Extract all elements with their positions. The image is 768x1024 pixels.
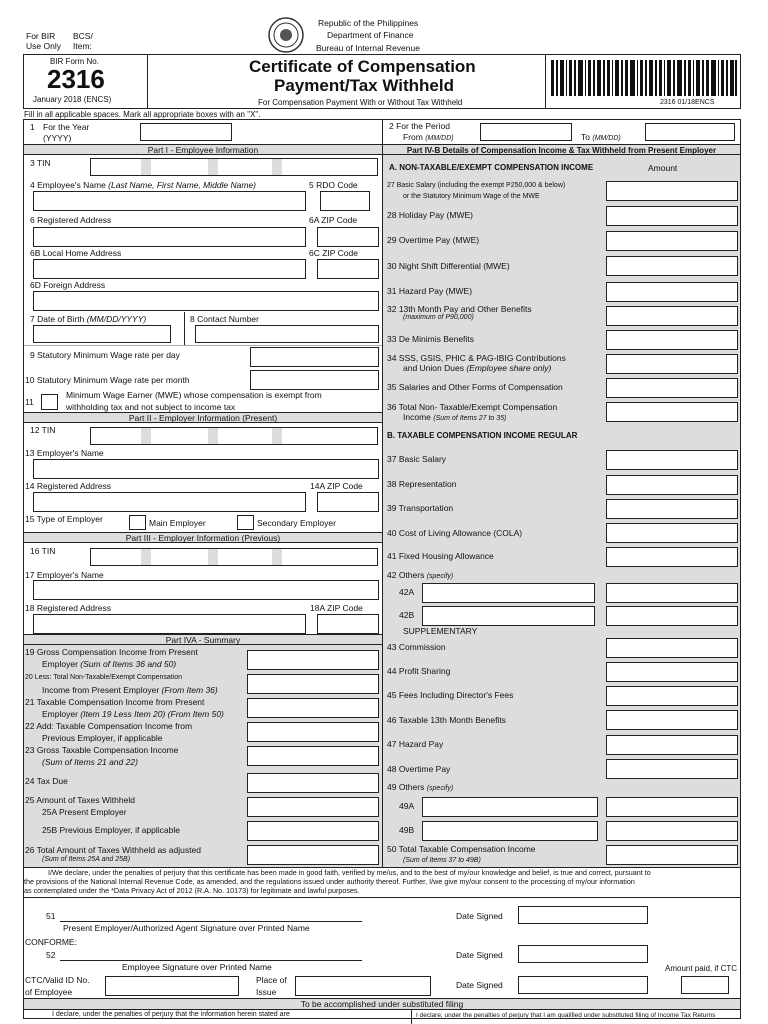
item-2-label: 2 For the Period (389, 121, 450, 131)
item-33-label: 33 De Minimis Benefits (387, 334, 474, 344)
item-4-label: 4 Employee's Name (Last Name, First Name, Middle Name) (30, 180, 257, 190)
item-35-input[interactable] (606, 378, 738, 398)
item-42a-input[interactable] (606, 583, 738, 603)
item-6a-label: 6A ZIP Code (309, 215, 358, 225)
item-33-input[interactable] (606, 330, 738, 350)
item-11-num: 11 (25, 397, 34, 407)
item-42a-label: 42A (399, 587, 415, 597)
item-38-label: 38 Representation (387, 479, 457, 489)
item-22-sub: Previous Employer, if applicable (42, 733, 163, 743)
substituted-right-text: I declare, under the penalties of perjury that I am qualified under substituted filing of Income Tax Returns (416, 1012, 716, 1019)
republic-text: Republic of the Philippines (318, 18, 419, 28)
form-no-label: BIR Form No. (50, 57, 99, 66)
local-home-address-input[interactable] (33, 259, 306, 279)
item-39-input[interactable] (606, 499, 738, 519)
date-signed-51-label: Date Signed (456, 911, 503, 921)
min-wage-month-input[interactable] (250, 370, 379, 390)
item-29-input[interactable] (606, 231, 738, 251)
item-36-input[interactable] (606, 402, 738, 422)
item-27-sub: or the Statutory Minimum Wage of the MWE (403, 193, 540, 200)
min-wage-day-input[interactable] (250, 347, 379, 367)
item-22-input[interactable] (247, 722, 379, 742)
item-7-label: 7 Date of Birth (MM/DD/YYYY) (30, 314, 147, 324)
item-42a-spec-input[interactable] (422, 583, 595, 603)
prev-employer-tin-input[interactable] (90, 548, 378, 566)
item-10-label: 10 Statutory Minimum Wage rate per month (25, 375, 190, 385)
item-27-label: 27 Basic Salary (including the exempt P250,000 & below) (387, 182, 566, 189)
item-49b-spec-input[interactable] (422, 821, 598, 841)
item-49-label: 49 Others (specify) (387, 782, 454, 792)
item-35-label: 35 Salaries and Other Forms of Compensation (387, 382, 563, 392)
item-47-input[interactable] (606, 735, 738, 755)
item-25-label: 25 Amount of Taxes Withheld (25, 795, 135, 805)
item-23-input[interactable] (247, 746, 379, 766)
item-19-input[interactable] (247, 650, 379, 670)
item-52-num: 52 (46, 950, 56, 960)
part-4a-header: Part IVA - Summary (24, 634, 382, 645)
item-26-sub: (Sum of Items 25A and 25B) (42, 856, 131, 863)
item-14a-label: 14A ZIP Code (310, 481, 363, 491)
item-25a-input[interactable] (247, 797, 379, 817)
item-11-text2: withholding tax and not subject to income tax (66, 402, 236, 412)
item-20-input[interactable] (247, 674, 379, 694)
form-title-2: Payment/Tax Withheld (274, 76, 454, 95)
item-42b-spec-input[interactable] (422, 606, 595, 626)
item-16-label: 16 TIN (30, 546, 56, 556)
item-1-sub: (YYYY) (43, 133, 72, 143)
employee-signature-label[interactable]: Employee Signature over Printed Name (122, 962, 272, 972)
ctc-label-2: of Employee (25, 987, 73, 997)
item-49a-label: 49A (399, 801, 415, 811)
item-34-sub: and Union Dues (Employee share only) (403, 363, 552, 373)
item-25b-input[interactable] (247, 821, 379, 841)
date-signed-ctc-input[interactable] (518, 976, 648, 994)
item-49a-input[interactable] (606, 797, 738, 817)
declaration (24, 868, 740, 896)
item-27-input[interactable] (606, 181, 738, 201)
form-date: January 2018 (ENCS) (33, 95, 112, 104)
employee-name-input[interactable] (33, 191, 306, 211)
ctc-number-input[interactable] (105, 976, 239, 996)
place-issue-input[interactable] (295, 976, 431, 996)
department-text: Department of Finance (327, 30, 414, 40)
item-28-input[interactable] (606, 206, 738, 226)
item-37-input[interactable] (606, 450, 738, 470)
item-50-input[interactable] (606, 845, 738, 865)
item-44-label: 44 Profit Sharing (387, 666, 451, 676)
item-8-label: 8 Contact Number (190, 314, 259, 324)
amount-header: Amount (648, 163, 678, 173)
item-1-label: For the Year (43, 122, 90, 132)
item-6-label: 6 Registered Address (30, 215, 112, 225)
zip-6a-input[interactable] (317, 227, 379, 247)
bir-use-label (24, 30, 70, 52)
amount-paid-label: Amount paid, if CTC (665, 964, 738, 973)
item-50-label: 50 Total Taxable Compensation Income (387, 844, 536, 854)
item-49a-spec-input[interactable] (422, 797, 598, 817)
employer-tin-input[interactable] (90, 427, 378, 445)
item-49b-input[interactable] (606, 821, 738, 841)
part-3-header: Part III - Employer Information (Previous) (24, 532, 382, 543)
item-34-input[interactable] (606, 354, 738, 374)
zip-18a-input[interactable] (317, 614, 379, 634)
employee-tin-input[interactable] (90, 158, 378, 176)
item-6c-label: 6C ZIP Code (309, 248, 358, 258)
registered-address-input[interactable] (33, 227, 306, 247)
item-11-text1: Minimum Wage Earner (MWE) whose compensation is exempt from (66, 390, 322, 400)
item-40-input[interactable] (606, 523, 738, 543)
item-41-input[interactable] (606, 547, 738, 567)
part-2-header: Part II - Employer Information (Present) (24, 412, 382, 423)
item-34-label: 34 SSS, GSIS, PHIC & PAG-IBIG Contributions (387, 353, 566, 363)
item-23-label: 23 Gross Taxable Compensation Income (25, 745, 179, 755)
declaration-line-2: the provisions of the National Internal Revenue Code, as amended, and the regulations issued under authority thereof. Further, I/we give my/our consent to the processing of my/our information (24, 877, 635, 886)
employer-address-input[interactable] (33, 492, 306, 512)
item-51-num: 51 (46, 911, 56, 921)
item-5-label: 5 RDO Code (309, 180, 358, 190)
zip-6c-input[interactable] (317, 259, 379, 279)
item-20-sub: Income from Present Employer (From Item 36) (42, 685, 218, 695)
conforme-label: CONFORME: (25, 937, 77, 947)
item-25b-label: 25B Previous Employer, if applicable (42, 825, 180, 835)
item-37-label: 37 Basic Salary (387, 454, 447, 464)
item-17-label: 17 Employer's Name (25, 570, 104, 580)
item-14-label: 14 Registered Address (25, 481, 111, 491)
item-30-input[interactable] (606, 256, 738, 276)
item-43-input[interactable] (606, 638, 738, 658)
item-32-sub: (maximum of P90,000) (403, 314, 474, 321)
part-1-header: Part I - Employee Information (24, 144, 382, 155)
form-subtitle: For Compensation Payment With or Without Tax Withheld (258, 98, 463, 107)
item-24-label: 24 Tax Due (25, 776, 68, 786)
section-b-title: B. TAXABLE COMPENSATION INCOME REGULAR (387, 431, 578, 440)
date-signed-52-input[interactable] (518, 945, 648, 963)
item-29-label: 29 Overtime Pay (MWE) (387, 235, 480, 245)
item-18-label: 18 Registered Address (25, 603, 111, 613)
place-issue-label-1: Place of (256, 975, 287, 985)
item-46-label: 46 Taxable 13th Month Benefits (387, 715, 506, 725)
period-from-input[interactable] (480, 123, 572, 141)
item-31-label: 31 Hazard Pay (MWE) (387, 286, 473, 296)
item-31-input[interactable] (606, 282, 738, 302)
bcs-label: BCS/ Item: (73, 31, 93, 51)
bir-seal-icon (266, 16, 306, 54)
item-25a-label: 25A Present Employer (42, 807, 127, 817)
item-21-sub: Employer (Item 19 Less Item 20) (From Item 50) (42, 709, 224, 719)
foreign-address-input[interactable] (33, 291, 379, 311)
period-to-label: To (MM/DD) (581, 132, 621, 142)
item-40-label: 40 Cost of Living Allowance (COLA) (387, 528, 523, 538)
period-to-input[interactable] (645, 123, 735, 141)
item-20-label: 20 Less: Total Non-Taxable/Exempt Compensation (25, 674, 183, 681)
item-50-sub: (Sum of Items 37 to 49B) (403, 857, 481, 864)
bureau-text: Bureau of Internal Revenue (316, 43, 420, 53)
item-45-label: 45 Fees Including Director's Fees (387, 690, 514, 700)
item-38-input[interactable] (606, 475, 738, 495)
item-9-label: 9 Statutory Minimum Wage rate per day (30, 350, 180, 360)
item-6d-label: 6D Foreign Address (30, 280, 106, 290)
item-23-sub: (Sum of Items 21 and 22) (42, 757, 138, 767)
section-a-title: A. NON-TAXABLE/EXEMPT COMPENSATION INCOME (389, 163, 594, 172)
barcode-code: 2316 01/18ENCS (660, 99, 715, 106)
ctc-label-1: CTC/Valid ID No. (25, 975, 90, 985)
item-46-input[interactable] (606, 710, 738, 730)
period-from-label: From (MM/DD) (403, 132, 454, 142)
zip-14a-input[interactable] (317, 492, 379, 512)
item-24-input[interactable] (247, 773, 379, 793)
item-12-label: 12 TIN (30, 425, 56, 435)
part-4b-header: Part IV-B Details of Compensation Income & Tax Withheld from Present Employer (383, 144, 740, 155)
item-36-label: 36 Total Non- Taxable/Exempt Compensation (387, 402, 558, 412)
item-6b-label: 6B Local Home Address (30, 248, 122, 258)
item-18a-label: 18A ZIP Code (310, 603, 363, 613)
item-42b-label: 42B (399, 610, 415, 620)
mwe-checkbox[interactable] (41, 394, 58, 410)
item-19-label: 19 Gross Compensation Income from Present (25, 647, 198, 657)
main-employer-label: Main Employer (149, 518, 206, 528)
item-26-input[interactable] (247, 845, 379, 865)
substituted-filing-title: To be accomplished under substituted filing (24, 999, 740, 1009)
item-13-label: 13 Employer's Name (25, 448, 104, 458)
amount-paid-input[interactable] (681, 976, 729, 994)
item-32-label: 32 13th Month Pay and Other Benefits (387, 304, 532, 314)
item-43-label: 43 Commission (387, 642, 446, 652)
item-30-label: 30 Night Shift Differential (MWE) (387, 261, 510, 271)
bir-use-text: For BIR Use Only (26, 31, 61, 51)
item-49b-label: 49B (399, 825, 415, 835)
item-15-label: 15 Type of Employer (25, 514, 103, 524)
declaration-line-1: I/We declare, under the penalties of perjury that this certificate has been made in good faith, verified by me/us, and to the best of my/our knowledge and belief, is true and correct, pursuant to (48, 868, 651, 877)
item-44-input[interactable] (606, 662, 738, 682)
birth-date-input[interactable] (33, 325, 171, 343)
employer-name-input[interactable] (33, 459, 379, 479)
item-48-label: 48 Overtime Pay (387, 764, 451, 774)
item-41-label: 41 Fixed Housing Allowance (387, 551, 494, 561)
supplementary-title: SUPPLEMENTARY (403, 626, 478, 636)
item-36-sub: Income (Sum of Items 27 to 35) (403, 412, 507, 422)
item-45-input[interactable] (606, 686, 738, 706)
item-1-num: 1 (30, 122, 35, 132)
barcode-icon (551, 60, 737, 96)
secondary-employer-label: Secondary Employer (257, 518, 336, 528)
item-47-label: 47 Hazard Pay (387, 739, 444, 749)
main-employer-checkbox[interactable] (129, 515, 146, 530)
secondary-employer-checkbox[interactable] (237, 515, 254, 530)
employer-signature-label[interactable]: Present Employer/Authorized Agent Signature over Printed Name (63, 923, 310, 933)
item-19-sub: Employer (Sum of Items 36 and 50) (42, 659, 177, 669)
item-39-label: 39 Transportation (387, 503, 454, 513)
item-22-label: 22 Add: Taxable Compensation Income from (25, 721, 193, 731)
item-21-label: 21 Taxable Compensation Income from Present (25, 697, 205, 707)
prev-employer-name-input[interactable] (33, 580, 379, 600)
item-42b-input[interactable] (606, 606, 738, 626)
item-3-label: 3 TIN (30, 158, 51, 168)
item-32-input[interactable] (606, 306, 738, 326)
item-26-label: 26 Total Amount of Taxes Withheld as adjusted (25, 845, 201, 855)
item-28-label: 28 Holiday Pay (MWE) (387, 210, 473, 220)
prev-employer-address-input[interactable] (33, 614, 306, 634)
substituted-left-text: I declare, under the penalties of perjury that the information herein stated are (52, 1011, 290, 1018)
item-42-label: 42 Others (specify) (387, 570, 454, 580)
date-signed-ctc-label: Date Signed (456, 980, 503, 990)
year-input[interactable] (140, 123, 232, 141)
instructions: Fill in all applicable spaces. Mark all appropriate boxes with an "X". (24, 110, 261, 119)
declaration-line-3: as contemplated under the *Data Privacy Act of 2012 (R.A. No. 10173) for legitimate and lawful purposes. (24, 886, 360, 895)
item-48-input[interactable] (606, 759, 738, 779)
item-21-input[interactable] (247, 698, 379, 718)
contact-number-input[interactable] (195, 325, 379, 343)
rdo-code-input[interactable] (320, 191, 370, 211)
date-signed-51-input[interactable] (518, 906, 648, 924)
date-signed-52-label: Date Signed (456, 950, 503, 960)
place-issue-label-2: Issue (256, 987, 277, 997)
form-number: 2316 (47, 64, 105, 94)
form-title-1: Certificate of Compensation (249, 57, 476, 76)
